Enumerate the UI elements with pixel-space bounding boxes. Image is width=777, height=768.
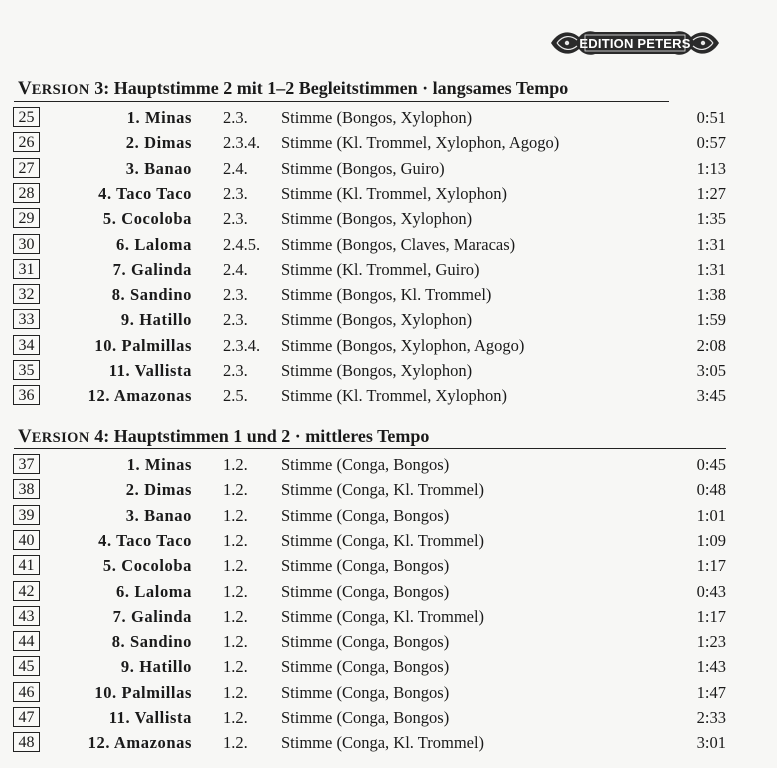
track-duration: 1:09 (696, 530, 726, 550)
track-duration: 1:47 (696, 682, 726, 702)
track-row (0, 707, 777, 732)
track-instruments: Stimme (Bongos, Xylophon) (281, 108, 473, 127)
track-instruments: Stimme (Kl. Trommel, Guiro) (281, 259, 480, 279)
track-duration: 0:48 (696, 480, 726, 500)
track-number: 45 (13, 656, 40, 676)
edition-peters-logo (549, 26, 721, 60)
section-title-initial: V (18, 426, 32, 447)
track-row (0, 479, 777, 504)
track-voices: 2.3. (223, 285, 248, 305)
track-duration: 1:27 (696, 183, 726, 203)
track-title: 2. Dimas (125, 480, 192, 500)
track-duration: 2:08 (696, 335, 726, 355)
track-instruments: Stimme (Bongos, Claves, Maracas) (281, 234, 516, 254)
track-voices: 1.2. (223, 733, 248, 753)
track-number: 46 (13, 682, 40, 702)
track-instruments: Stimme (Bongos, Xylophon) (281, 209, 473, 229)
track-number: 25 (13, 107, 40, 127)
track-duration: 0:45 (696, 455, 726, 474)
track-voices: 1.2. (223, 632, 248, 652)
track-voices: 2.3.4. (223, 133, 261, 153)
track-title: 1. Minas (126, 455, 192, 474)
track-voices: 1.2. (223, 505, 248, 525)
track-title: 5. Cocoloba (102, 209, 192, 229)
track-duration: 1:31 (696, 259, 726, 279)
track-voices: 1.2. (223, 657, 248, 677)
track-title: 7. Galinda (112, 606, 192, 626)
track-duration: 1:17 (696, 606, 726, 626)
track-title: 7. Galinda (112, 259, 192, 279)
track-row (0, 234, 777, 259)
track-number: 37 (13, 454, 40, 474)
track-title: 8. Sandino (111, 285, 192, 305)
track-row (0, 335, 777, 360)
section-title-text: 4: Hauptstimmen 1 und 2 · mittleres Tempo (89, 426, 430, 446)
track-duration: 1:23 (696, 632, 726, 652)
section-title-smallcaps: ERSION (31, 430, 90, 446)
logo-text: EDITION PETERS (579, 35, 691, 51)
track-instruments: Stimme (Conga, Bongos) (281, 505, 450, 525)
track-title: 6. Laloma (116, 234, 192, 254)
track-title: 12. Amazonas (87, 733, 192, 753)
track-voices: 1.2. (223, 708, 248, 727)
section-title-smallcaps: ERSION (31, 82, 90, 98)
track-duration: 1:17 (696, 556, 726, 576)
track-number: 28 (13, 183, 40, 203)
track-instruments: Stimme (Conga, Kl. Trommel) (281, 606, 485, 626)
track-voices: 1.2. (223, 480, 248, 500)
track-instruments: Stimme (Conga, Kl. Trommel) (281, 480, 485, 500)
track-duration: 3:05 (696, 361, 726, 380)
track-duration: 0:43 (696, 581, 726, 601)
track-row (0, 158, 777, 183)
track-title: 2. Dimas (125, 133, 192, 153)
track-voices: 2.4.5. (223, 234, 261, 254)
track-instruments: Stimme (Conga, Bongos) (281, 632, 450, 652)
track-duration: 1:13 (696, 158, 726, 178)
track-voices: 1.2. (223, 530, 248, 550)
track-number: 29 (13, 208, 40, 228)
track-voices: 2.3. (223, 209, 248, 229)
track-number: 47 (13, 707, 40, 727)
track-duration: 1:01 (696, 505, 726, 525)
track-voices: 2.3. (223, 361, 248, 380)
track-voices: 1.2. (223, 556, 248, 576)
track-voices: 1.2. (223, 606, 248, 626)
track-instruments: Stimme (Bongos, Kl. Trommel) (281, 285, 492, 305)
track-instruments: Stimme (Conga, Bongos) (281, 708, 450, 727)
section-title-initial: V (18, 78, 32, 99)
track-row (0, 505, 777, 530)
track-number: 26 (13, 132, 40, 152)
track-row (0, 284, 777, 309)
track-title: 9. Hatillo (120, 310, 192, 330)
track-title: 1. Minas (126, 108, 192, 127)
track-title: 5. Cocoloba (102, 556, 192, 576)
track-instruments: Stimme (Bongos, Xylophon, Agogo) (281, 335, 525, 355)
track-title: 4. Taco Taco (98, 530, 192, 550)
track-number: 34 (13, 335, 40, 355)
track-instruments: Stimme (Bongos, Xylophon) (281, 310, 473, 330)
track-number: 33 (13, 309, 40, 329)
track-number: 38 (13, 479, 40, 499)
track-duration: 1:31 (696, 234, 726, 254)
track-voices: 2.3. (223, 183, 248, 203)
track-duration: 0:57 (696, 133, 726, 153)
track-title: 3. Banao (125, 158, 192, 178)
track-number: 31 (13, 259, 40, 279)
track-voices: 2.3. (223, 310, 248, 330)
track-title: 3. Banao (125, 505, 192, 525)
track-row (0, 682, 777, 707)
track-row (0, 360, 777, 385)
track-instruments: Stimme (Kl. Trommel, Xylophon) (281, 183, 507, 203)
track-instruments: Stimme (Bongos, Xylophon) (281, 361, 473, 380)
section-title-version-4 (18, 426, 429, 448)
track-duration: 3:01 (696, 733, 726, 753)
track-number: 43 (13, 606, 40, 626)
track-row (0, 309, 777, 334)
track-voices: 2.3. (223, 108, 248, 127)
track-row (0, 631, 777, 656)
track-instruments: Stimme (Kl. Trommel, Xylophon, Agogo) (281, 133, 560, 153)
track-instruments: Stimme (Conga, Kl. Trommel) (281, 530, 485, 550)
track-title: 4. Taco Taco (98, 183, 192, 203)
track-row (0, 732, 777, 757)
track-voices: 1.2. (223, 682, 248, 702)
track-row (0, 581, 777, 606)
track-row (0, 555, 777, 580)
track-duration: 1:38 (696, 285, 726, 305)
section-title-version-3 (18, 78, 568, 100)
track-title: 12. Amazonas (87, 386, 192, 406)
track-title: 10. Palmillas (94, 682, 192, 702)
track-instruments: Stimme (Conga, Bongos) (281, 682, 450, 702)
track-number: 40 (13, 530, 40, 550)
track-row (0, 530, 777, 555)
track-number: 32 (13, 284, 40, 304)
track-title: 11. Vallista (108, 708, 192, 727)
section-rule (14, 101, 669, 102)
track-title: 6. Laloma (116, 581, 192, 601)
track-row (0, 656, 777, 681)
track-title: 11. Vallista (108, 361, 192, 380)
track-instruments: Stimme (Conga, Bongos) (281, 581, 450, 601)
track-number: 48 (13, 732, 40, 752)
track-instruments: Stimme (Conga, Bongos) (281, 556, 450, 576)
section-rule (14, 448, 726, 449)
section-title-text: 3: Hauptstimme 2 mit 1–2 Begleitstimmen · langsames Tempo (89, 78, 569, 98)
track-number: 42 (13, 581, 40, 601)
track-row (0, 259, 777, 284)
track-title: 8. Sandino (111, 632, 192, 652)
track-voices: 2.4. (223, 259, 248, 279)
track-number: 35 (13, 360, 40, 380)
track-instruments: Stimme (Conga, Bongos) (281, 657, 450, 677)
track-instruments: Stimme (Kl. Trommel, Xylophon) (281, 386, 507, 406)
track-row (0, 107, 777, 132)
track-instruments: Stimme (Conga, Bongos) (281, 455, 450, 474)
track-voices: 1.2. (223, 581, 248, 601)
track-number: 44 (13, 631, 40, 651)
track-duration: 0:51 (696, 108, 726, 127)
track-number: 41 (13, 555, 40, 575)
track-row (0, 132, 777, 157)
track-title: 10. Palmillas (94, 335, 192, 355)
track-duration: 3:45 (696, 386, 726, 406)
track-row (0, 183, 777, 208)
track-row (0, 606, 777, 631)
track-duration: 1:43 (696, 657, 726, 677)
track-row (0, 208, 777, 233)
track-duration: 1:35 (696, 209, 726, 229)
track-duration: 1:59 (696, 310, 726, 330)
track-voices: 2.5. (223, 386, 248, 406)
track-number: 39 (13, 505, 40, 525)
track-duration: 2:33 (696, 708, 726, 727)
track-row (0, 385, 777, 410)
track-title: 9. Hatillo (120, 657, 192, 677)
track-number: 30 (13, 234, 40, 254)
track-number: 27 (13, 158, 40, 178)
track-voices: 2.4. (223, 158, 248, 178)
track-voices: 2.3.4. (223, 335, 261, 355)
track-instruments: Stimme (Bongos, Guiro) (281, 158, 445, 178)
track-number: 36 (13, 385, 40, 405)
track-voices: 1.2. (223, 455, 248, 474)
track-instruments: Stimme (Conga, Kl. Trommel) (281, 733, 485, 753)
track-row (0, 454, 777, 479)
